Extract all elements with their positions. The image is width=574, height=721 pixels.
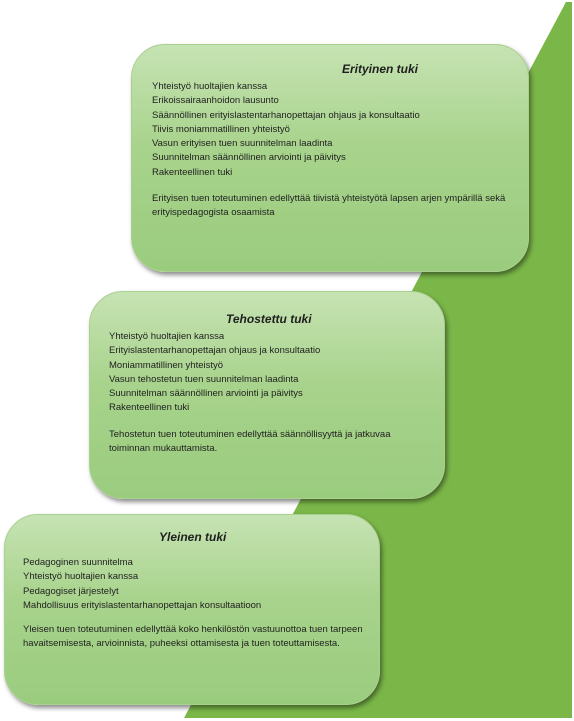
list-item: Rakenteellinen tuki	[152, 166, 233, 178]
list-item: Yhteistyö huoltajien kanssa	[152, 81, 268, 92]
erityinen-tuki-box	[131, 44, 529, 272]
tehostettu-tuki-list	[109, 330, 428, 416]
list-item: Vasun erityisen tuen suunnitelman laadinta	[152, 138, 333, 150]
list-item: Tiivis moniammatillinen yhteistyö	[152, 123, 290, 135]
yleinen-tuki-title: Yleinen tuki	[159, 530, 227, 544]
list-item: Erikoissairaanhoidon lausunto	[152, 95, 279, 107]
list-item: Pedagoginen suunnitelma	[23, 557, 133, 568]
list-item: Mahdollisuus erityislastentarhanopettajan konsultaatioon	[23, 599, 262, 611]
list-item: Pedagogiset järjestelyt	[23, 585, 119, 597]
list-item: Yhteistyö huoltajien kanssa	[109, 331, 225, 342]
list-item: Yhteistyö huoltajien kanssa	[23, 571, 139, 583]
yleinen-tuki-box	[4, 514, 380, 705]
list-item: Rakenteellinen tuki	[109, 402, 190, 414]
tehostettu-tuki-title: Tehostettu tuki	[226, 312, 312, 326]
list-item: Moniammatillinen yhteistyö	[109, 359, 224, 371]
tehostettu-tuki-description: Tehostetun tuen toteutuminen edellyttää säännöllisyyttä ja jatkuvaa toiminnan mukauttamista.	[109, 428, 391, 455]
yleinen-tuki-list	[23, 556, 363, 613]
erityinen-tuki-list	[152, 80, 512, 180]
list-item: Erityislastentarhanopettajan ohjaus ja konsultaatio	[109, 345, 321, 357]
list-item: Säännöllinen erityislastentarhanopettajan ohjaus ja konsultaatio	[152, 109, 420, 121]
yleinen-tuki-description: Yleisen tuen toteutuminen edellyttää koko henkilöstön vastuunottoa tuen tarpeen havaitsemisesta, arvioinnista, puheeksi ottamisesta ja tuen toteuttamisesta.	[23, 624, 363, 650]
tehostettu-tuki-box	[89, 291, 445, 499]
erityinen-tuki-title: Erityinen tuki	[342, 62, 419, 76]
erityinen-tuki-description: Erityisen tuen toteutuminen edellyttää tiivistä yhteistyötä lapsen arjen ympärillä sekä erityispedagogista osaamista	[152, 193, 506, 219]
list-item: Suunnitelman säännöllinen arviointi ja päivitys	[152, 152, 346, 164]
list-item: Vasun tehostetun tuen suunnitelman laadinta	[109, 373, 299, 385]
list-item: Suunnitelman säännöllinen arviointi ja päivitys	[109, 388, 303, 400]
